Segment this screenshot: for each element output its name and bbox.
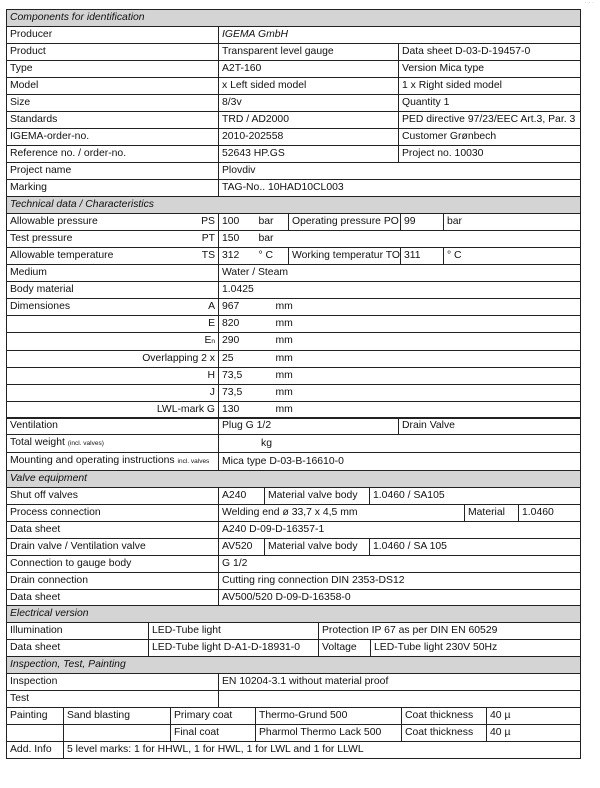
row-model [7,78,581,95]
code: Overlapping 2 x [7,350,219,367]
row-producer [7,27,581,44]
row-test [7,690,581,707]
value: 52643 HP.GS [219,146,399,163]
label: Painting [7,707,64,724]
thickness-label: Coat thickness [402,707,487,724]
row-project-name [7,163,581,180]
value2: 1.0460 / SA 105 [370,538,581,555]
label: Project name [7,163,219,180]
label-text: Mounting and operating instructions [10,455,175,466]
row-process-connection [7,504,581,521]
code: A [179,298,219,315]
value: Transparent level gauge [219,44,399,61]
thickness: 40 µ [487,707,581,724]
row-dimension-a [7,298,581,315]
label: Drain connection [7,572,219,589]
unit: mm [256,298,581,315]
method: Sand blasting [64,707,171,724]
note: (incl. valves) [67,440,104,447]
value: TRD / AD2000 [219,112,399,129]
label: Data sheet [7,589,219,606]
row-dimension-e [7,315,581,332]
label2: Material [465,504,519,521]
value: 150 [219,230,256,247]
value: TAG-No.. 10HAD10CL003 [219,180,581,197]
extra: Customer Grønbech [399,129,581,146]
coat: Final coat [171,724,256,741]
code: J [7,384,219,401]
section-title-valve: Valve equipment [7,470,581,487]
label: Product [7,44,219,61]
row-add-info [7,741,581,758]
value: kg [219,435,581,453]
label: Shut off valves [7,487,219,504]
thickness: 40 µ [487,724,581,741]
extra: Quantity 1 [399,95,581,112]
label: Medium [7,264,219,281]
row-order [7,129,581,146]
value: Welding end ø 33,7 x 4,5 mm [219,504,465,521]
row-medium [7,264,581,281]
unit: mm [256,332,581,350]
value: 8/3v [219,95,399,112]
label2: Voltage [319,640,371,657]
value: 5 level marks: 1 for HHWL, 1 for HWL, 1 for LWL and 1 for LLWL [64,741,581,758]
value2: 1.0460 / SA105 [370,487,581,504]
product: Thermo-Grund 500 [256,707,402,724]
value [219,690,581,707]
row-dimension-overlapping [7,350,581,367]
row-allowable-temperature [7,247,581,264]
label2: Material valve body [265,487,370,504]
coat: Primary coat [171,707,256,724]
product: Pharmol Thermo Lack 500 [256,724,402,741]
row-body-material [7,281,581,298]
value: Water / Steam [219,264,581,281]
row-painting-final [7,724,581,741]
label: Drain valve / Ventilation valve [7,538,219,555]
value2: LED-Tube light 230V 50Hz [371,640,581,657]
row-mounting [7,453,581,471]
label: Process connection [7,504,219,521]
value: 100 [219,213,256,230]
extra: Project no. 10030 [399,146,581,163]
value: AV520 [219,538,265,555]
label [7,435,219,453]
row-connection-gauge [7,555,581,572]
unit: mm [256,384,581,401]
label2: Operating pressure PO [289,213,401,230]
row-illumination [7,623,581,640]
inspection-table [6,656,581,759]
value: 2010-202558 [219,129,399,146]
label: Connection to gauge body [7,555,219,572]
extra: PED directive 97/23/EEC Art.3, Par. 3 [399,112,581,129]
row-dimension-h [7,367,581,384]
value2: 1.0460 [519,504,581,521]
label: Marking [7,180,219,197]
row-standards [7,112,581,129]
value2: 311 [401,247,444,264]
row-drain-valve [7,538,581,555]
section-title-technical: Technical data / Characteristics [7,196,581,213]
extra: Protection IP 67 as per DIN EN 60529 [319,623,581,640]
label2: Material valve body [265,538,370,555]
value: AV500/520 D-09-D-16358-0 [219,589,581,606]
label: Producer [7,27,219,44]
value: 73,5 [219,384,256,401]
extra: Version Mica type [399,61,581,78]
value: 312 [219,247,256,264]
value: 1.0425 [219,281,581,298]
label: Allowable temperature [7,247,179,264]
row-painting-primary [7,707,581,724]
value: Plovdiv [219,163,581,180]
unit: ° C [256,247,289,264]
row-marking [7,180,581,197]
extra: Drain Valve [399,418,581,435]
identification-table [6,9,581,197]
value: EN 10204-3.1 without material proof [219,673,581,690]
value: Cutting ring connection DIN 2353-DS12 [219,572,581,589]
label: Standards [7,112,219,129]
extra: 1 x Right sided model [399,78,581,95]
unit: mm [256,401,581,418]
label: IGEMA-order-no. [7,129,219,146]
row-dimension-en [7,332,581,350]
label: Type [7,61,219,78]
label: Data sheet [7,640,149,657]
value: G 1/2 [219,555,581,572]
technical-table [6,196,581,419]
label: Body material [7,281,219,298]
label: Illumination [7,623,149,640]
thickness-label: Coat thickness [402,724,487,741]
section-title-identification: Components for identification [7,10,581,27]
row-electrical-data-sheet [7,640,581,657]
label: Dimensiones [7,298,179,315]
label: Model [7,78,219,95]
code: E [7,315,219,332]
label-text: Total weight [10,437,65,448]
value: IGEMA GmbH [219,27,581,44]
code: LWL-mark G [7,401,219,418]
value: A240 [219,487,265,504]
misc-table [6,417,581,471]
value: A240 D-09-D-16357-1 [219,521,581,538]
note: incl. valves [177,458,210,465]
code: H [7,367,219,384]
section-title-inspection: Inspection, Test, Painting [7,656,581,673]
electrical-table [6,605,581,657]
unit: mm [256,315,581,332]
unit2: bar [444,213,581,230]
value: 820 [219,315,256,332]
code: PS [179,213,219,230]
value: 967 [219,298,256,315]
value: 25 [219,350,256,367]
value: Mica type D-03-B-16610-0 [219,453,581,471]
valve-table [6,470,581,607]
row-drain-connection [7,572,581,589]
value: LED-Tube light [149,623,319,640]
value: A2T-160 [219,61,399,78]
section-title-electrical: Electrical version [7,606,581,623]
label: Test pressure [7,230,179,247]
value: Plug G 1/2 [219,418,399,435]
row-reference [7,146,581,163]
code: En [7,332,219,350]
row-size [7,95,581,112]
label [7,453,219,471]
unit: mm [256,367,581,384]
row-ventilation [7,418,581,435]
value: x Left sided model [219,78,399,95]
label: Data sheet [7,521,219,538]
row-total-weight [7,435,581,453]
row-type [7,61,581,78]
label: Ventilation [7,418,219,435]
empty [7,724,64,741]
row-data-sheet-1 [7,521,581,538]
label: Test [7,690,219,707]
code: TS [179,247,219,264]
label: Add. Info [7,741,64,758]
corner-mark: · · · [584,0,594,6]
label: Reference no. / order-no. [7,146,219,163]
row-dimension-j [7,384,581,401]
row-inspection [7,673,581,690]
unit: bar [256,213,289,230]
row-dimension-lwl [7,401,581,418]
unit2: ° C [444,247,581,264]
datasheet [6,9,580,759]
row-allowable-pressure [7,213,581,230]
row-product [7,44,581,61]
label: Allowable pressure [7,213,179,230]
value: 130 [219,401,256,418]
value: 290 [219,332,256,350]
row-data-sheet-2 [7,589,581,606]
extra: Data sheet D-03-D-19457-0 [399,44,581,61]
label: Size [7,95,219,112]
empty [64,724,171,741]
row-shut-off [7,487,581,504]
unit: bar [256,230,581,247]
unit: mm [256,350,581,367]
row-test-pressure [7,230,581,247]
code: PT [179,230,219,247]
value2: 99 [401,213,444,230]
value: 73,5 [219,367,256,384]
label: Inspection [7,673,219,690]
value: LED-Tube light D-A1-D-18931-0 [149,640,319,657]
label2: Working temperatur TO [289,247,401,264]
